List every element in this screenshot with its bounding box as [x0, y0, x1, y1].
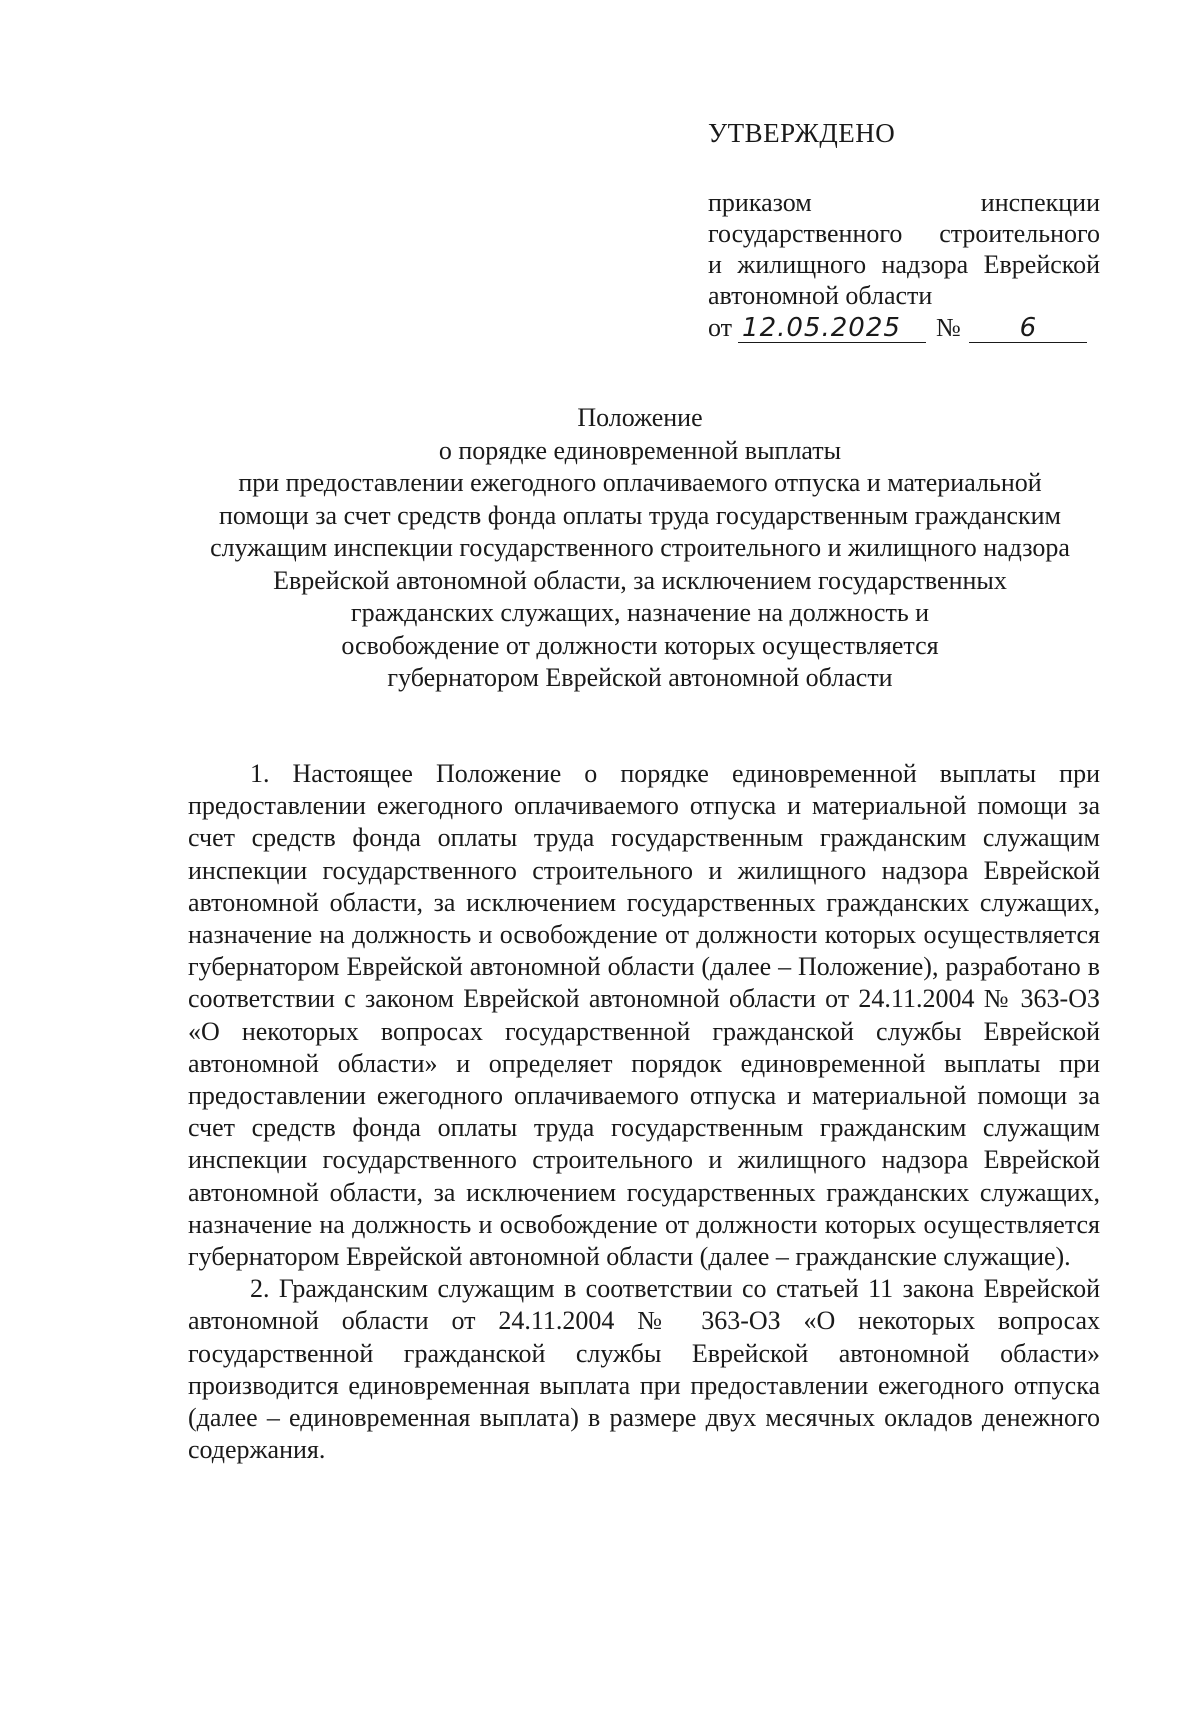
title-line-3: при предоставлении ежегодного оплачиваемого отпуска и материальной	[238, 468, 1042, 497]
approval-title: УТВЕРЖДЕНО	[708, 118, 896, 148]
handwritten-order-number: 6	[969, 314, 1087, 343]
title-line-1: Положение	[577, 403, 703, 432]
approval-line-4: автономной области	[708, 281, 933, 310]
approval-block	[708, 118, 1100, 345]
title-line-4: помощи за счет средств фонда оплаты труда государственным гражданским	[218, 500, 1062, 530]
paragraph-1: 1. Настоящее Положение о порядке единовременной выплаты при предоставлении ежегодного оплачиваемого отпуска и материальной помощи за счет средств фонда оплаты труда государственным гражданским служащим инспекции государственного строительного и жилищного надзора Еврейской автономной области, за исключением государственных гражданских служащих, назначение на должность и освобождение от должности которых осуществляется губернатором Еврейской автономной области (далее – Положение), разработано в соответствии с законом Еврейской автономной области от 24.11.2004 № 363-ОЗ «О некоторых вопросах государственной гражданской службы Еврейской автономной области» и определяет порядок единовременной выплаты при предоставлении ежегодного оплачиваемого отпуска и материальной помощи за счет средств фонда оплаты труда государственным гражданским служащим инспекции государственного строительного и жилищного надзора Еврейской автономной области, за исключением государственных гражданских служащих, назначение на должность и освобождение от должности которых осуществляется губернатором Еврейской автономной области (далее – гражданские служащие).	[188, 759, 1100, 1272]
title-line-2: о порядке единовременной выплаты	[438, 435, 842, 465]
title-line-5: служащим инспекции государственного строительного и жилищного надзора	[210, 533, 1070, 562]
title-line-7: гражданских служащих, назначение на должность и	[350, 598, 930, 627]
title-line-8: освобождение от должности которых осуществляется	[341, 630, 939, 660]
order-date-number-row	[708, 311, 1100, 345]
document-title	[180, 402, 1100, 695]
title-line-9: губернатором Еврейской автономной области	[387, 663, 893, 692]
handwritten-date: 12.05.2025	[738, 314, 926, 343]
title-line-6: Еврейской автономной области, за исключением государственных	[273, 565, 1007, 595]
paragraph-2: 2. Гражданским служащим в соответствии со статьей 11 закона Еврейской автономной области от 24.11.2004 № 363-ОЗ «О некоторых вопросах государственной гражданской службы Еврейской автономной области» производится единовременная выплата при предоставлении ежегодного отпуска (далее – единовременная выплата) в размере двух месячных окладов денежного содержания.	[188, 1274, 1100, 1465]
approval-line-3: и жилищного надзора Еврейской	[708, 250, 1100, 279]
number-sign: №	[936, 313, 961, 342]
date-prefix: от	[708, 313, 733, 342]
document-body	[188, 758, 1100, 1466]
approval-line-2: государственного строительного	[708, 219, 1100, 248]
approval-line-1: приказом инспекции	[708, 188, 1100, 217]
